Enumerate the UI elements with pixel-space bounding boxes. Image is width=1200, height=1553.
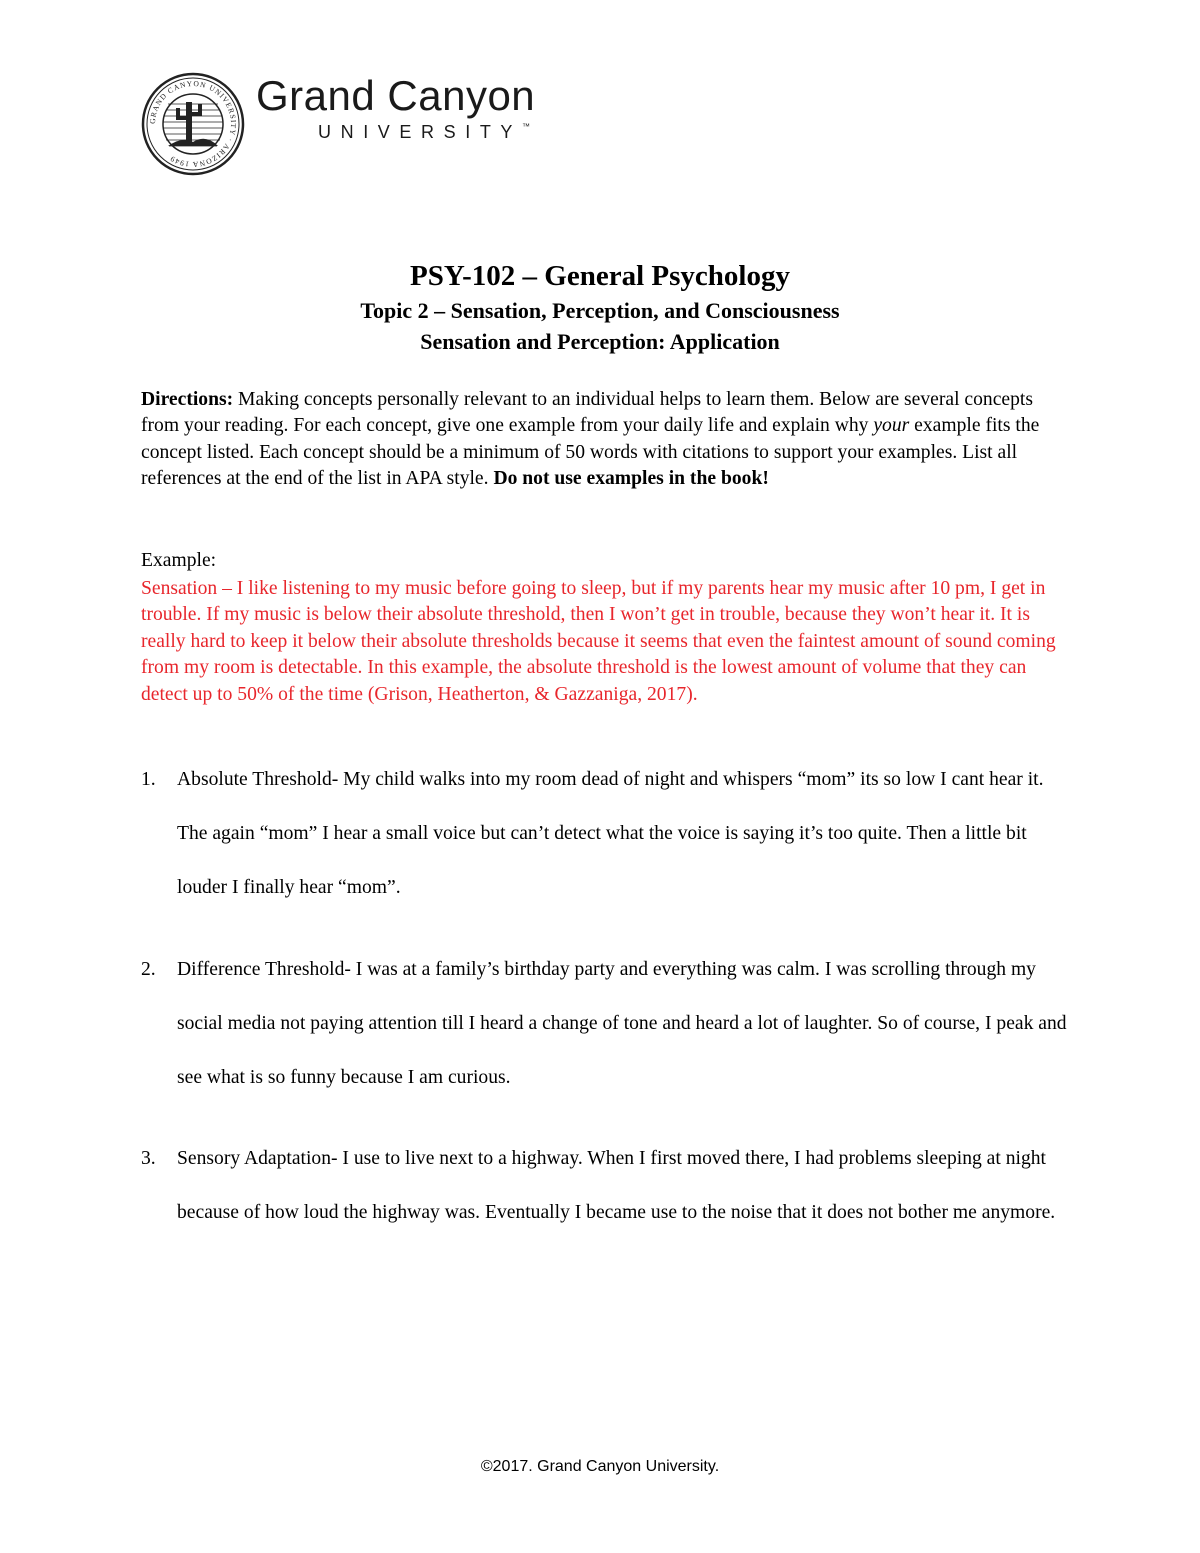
- university-seal-icon: [138, 72, 248, 177]
- logo-line2: UNIVERSITY™: [318, 122, 531, 142]
- list-number: 1.: [141, 769, 156, 790]
- list-number: 2.: [141, 959, 156, 980]
- directions-paragraph: Directions: Making concepts personally relevant to an individual helps to learn them. Below are several concepts from your reading. For each concept, give one example from your daily life and explain why your example fits the concept listed. Each concept should be a minimum of 50 words with citations to support your examples. List all references at the end of the list in APA style. Do not use examples in the book!: [141, 389, 1040, 490]
- list-item-text: Absolute Threshold- My child walks into my room dead of night and whispers “mom” its so low I cant hear it. The again “mom” I hear a small voice but can’t detect what the voice is saying it’s too quite. Then a little bit louder I finally hear “mom”.: [177, 769, 1044, 898]
- directions-label: Directions:: [141, 389, 234, 410]
- university-logo: [138, 72, 638, 177]
- list-number: 3.: [141, 1148, 156, 1169]
- example-text: Sensation – I like listening to my music before going to sleep, but if my parents hear my music after 10 pm, I get in trouble. If my music is below their absolute threshold, then I won’t get in trouble, because they won’t hear it. It is really hard to keep it below their absolute thresholds because it seems that even the faintest amount of sound coming from my room is detectable. In this example, the absolute threshold is the lowest amount of volume that they can detect up to 50% of the time (Grison, Heatherton, & Gazzaniga, 2017).: [141, 578, 1056, 705]
- topic-title: Topic 2 – Sensation, Perception, and Consciousness: [360, 298, 840, 323]
- list-item-text: Sensory Adaptation- I use to live next to a highway. When I first moved there, I had problems sleeping at night because of how loud the highway was. Eventually I became use to the noise that it does not bother me anymore.: [177, 1148, 1056, 1223]
- list-item: [141, 943, 1071, 1105]
- logo-wordmark: [256, 72, 535, 143]
- assignment-title: Sensation and Perception: Application: [420, 329, 780, 354]
- directions-warning: Do not use examples in the book!: [493, 468, 769, 490]
- logo-line1: Grand Canyon: [256, 72, 536, 119]
- example-label: Example:: [141, 550, 217, 571]
- svg-text:GRAND CANYON UNIVERSITY · ARIZ: GRAND CANYON UNIVERSITY · ARIZONA 1949: [147, 78, 239, 170]
- copyright-footer: ©2017. Grand Canyon University.: [480, 1458, 720, 1475]
- list-item-text: Difference Threshold- I was at a family’s birthday party and everything was calm. I was scrolling through my social media not paying attention till I heard a change of tone and heard a lot of laughter. So of course, I peak and see what is so funny because I am curious.: [177, 959, 1067, 1088]
- course-title: PSY-102 – General Psychology: [410, 260, 790, 292]
- list-item: [141, 753, 1071, 915]
- directions-emphasis: your: [873, 415, 910, 437]
- list-item: [141, 1132, 1071, 1240]
